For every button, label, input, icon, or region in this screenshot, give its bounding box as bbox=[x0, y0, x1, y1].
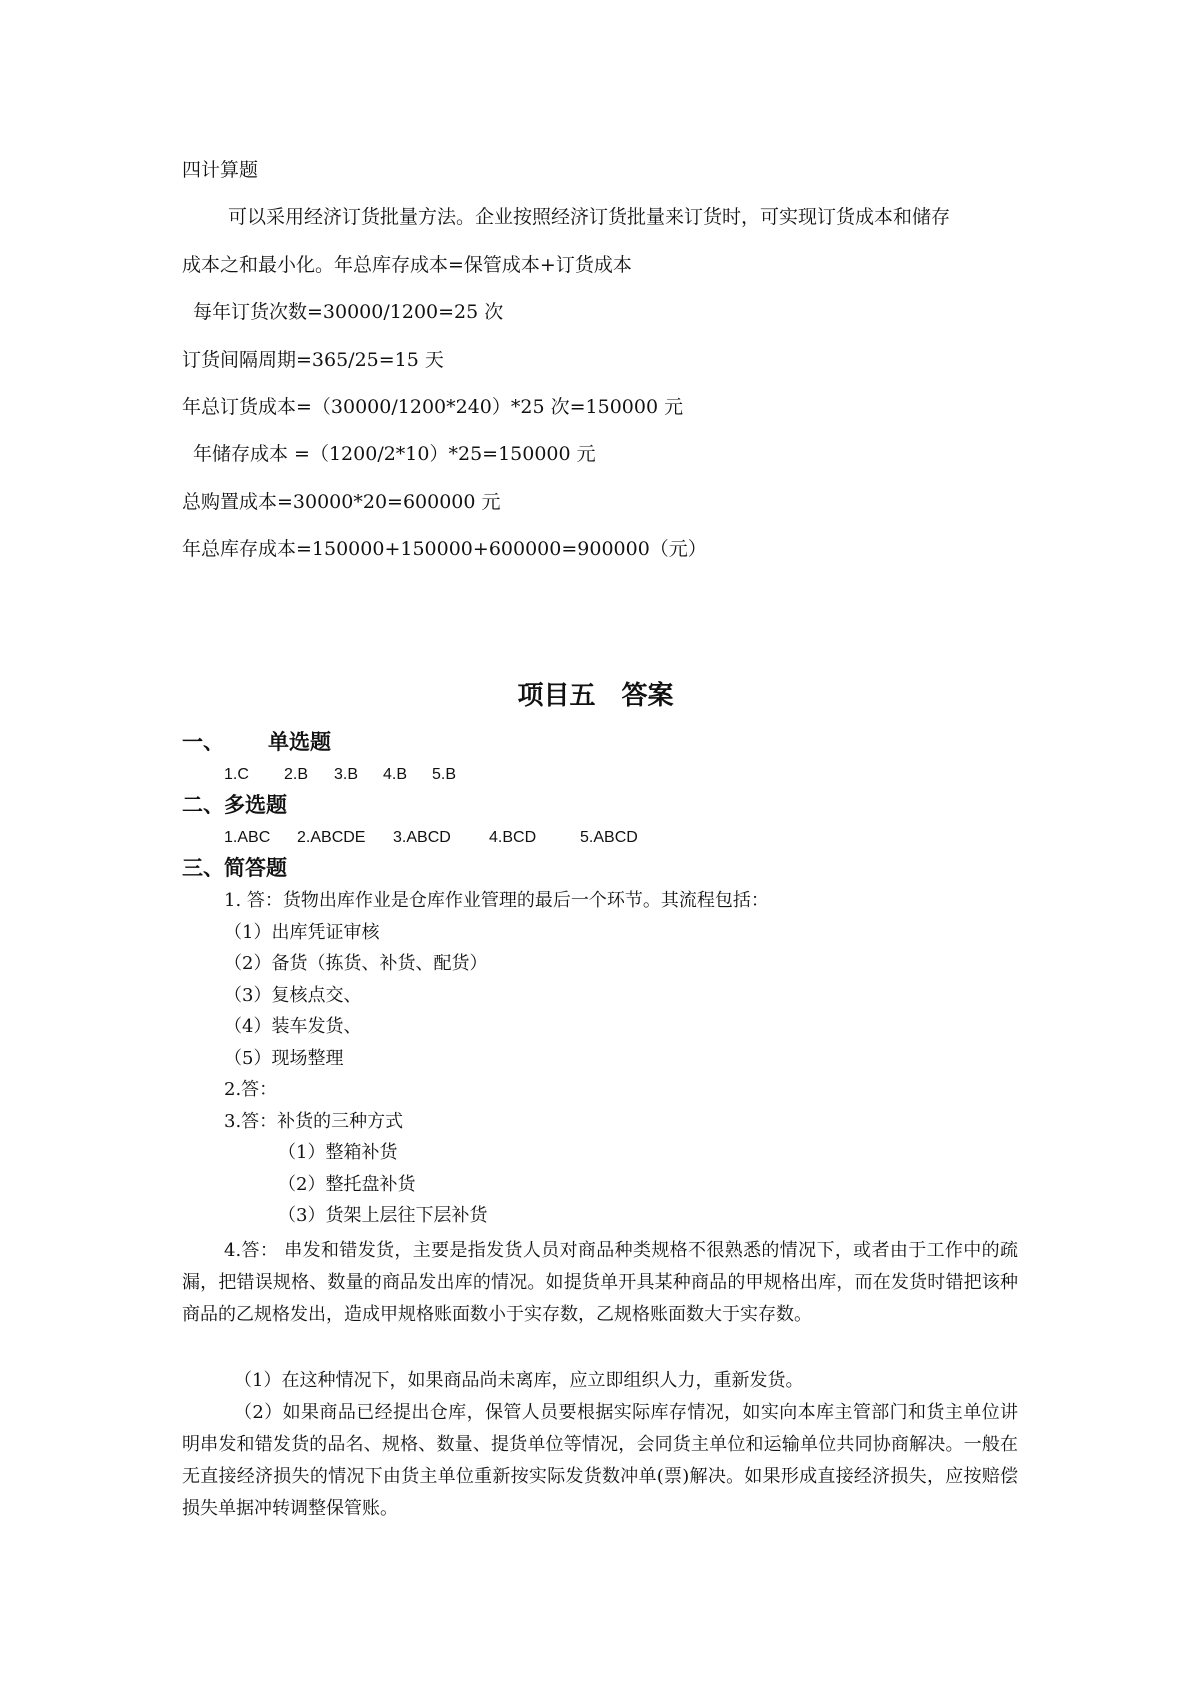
single-choice-number: 一、 bbox=[182, 730, 224, 754]
calc-paragraph-line1: 可以采用经济订货批量方法。企业按照经济订货批量来订货时，可实现订货成本和储存 bbox=[228, 206, 951, 228]
q1-item: （2）备货（拣货、补货、配货） bbox=[224, 953, 488, 974]
q1-item: （1）出库凭证审核 bbox=[224, 922, 380, 943]
calc-line-order-cost: 年总订货成本=（30000/1200*240）*25 次=150000 元 bbox=[182, 396, 684, 418]
multi-answer: 5.ABCD bbox=[580, 829, 638, 846]
calc-line-order-interval: 订货间隔周期=365/25=15 天 bbox=[182, 349, 444, 371]
calc-line-purchase-cost: 总购置成本=30000*20=600000 元 bbox=[182, 491, 501, 513]
calc-paragraph-line2: 成本之和最小化。年总库存成本=保管成本+订货成本 bbox=[182, 254, 632, 276]
short-q4-paragraph3: （2）如果商品已经提出仓库，保管人员要根据实际库存情况，如实向本库主管部门和货主单位讲明串发和错发货的品名、规格、数量、提货单位等情况，会同货主单位和运输单位共同协商解决。一般在无直接经济损失的情况下由货主单位重新按实际发货数冲单(票)解决。如果形成直接经济损失，应按赔偿损失单据冲转调整保管账。 bbox=[182, 1402, 1018, 1519]
single-choice-heading bbox=[182, 728, 331, 756]
q1-item: （3）复核点交、 bbox=[224, 985, 362, 1006]
single-answer: 1.C bbox=[224, 766, 249, 783]
q3-item: （3）货架上层往下层补货 bbox=[278, 1205, 488, 1226]
q3-item: （2）整托盘补货 bbox=[278, 1174, 416, 1195]
section-heading-calc: 四计算题 bbox=[182, 159, 259, 181]
multi-choice-heading: 二、多选题 bbox=[182, 793, 287, 817]
short-q3: 3.答：补货的三种方式 bbox=[224, 1111, 404, 1132]
single-answer: 2.B bbox=[284, 766, 309, 783]
q3-item: （1）整箱补货 bbox=[278, 1142, 398, 1163]
short-q1: 1. 答：货物出库作业是仓库作业管理的最后一个环节。其流程包括： bbox=[224, 890, 769, 911]
multi-answer: 3.ABCD bbox=[393, 829, 451, 846]
single-answer: 4.B bbox=[383, 766, 408, 783]
calc-line-order-count: 每年订货次数=30000/1200=25 次 bbox=[193, 301, 504, 323]
single-answer: 3.B bbox=[334, 766, 359, 783]
single-answer: 5.B bbox=[432, 766, 457, 783]
q1-item: （4）装车发货、 bbox=[224, 1016, 362, 1037]
multi-choice-answers bbox=[224, 827, 638, 849]
calc-line-storage-cost: 年储存成本 =（1200/2*10）*25=150000 元 bbox=[193, 443, 596, 465]
single-choice-answers bbox=[224, 764, 456, 786]
multi-answer: 4.BCD bbox=[489, 829, 537, 846]
single-choice-label: 单选题 bbox=[268, 730, 331, 754]
q1-item: （5）现场整理 bbox=[224, 1048, 344, 1069]
short-q4-paragraph1: 4.答： 串发和错发货，主要是指发货人员对商品种类规格不很熟悉的情况下，或者由于工作中的疏漏，把错误规格、数量的商品发出库的情况。如提货单开具某种商品的甲规格出库，而在发货时错把该种商品的乙规格发出，造成甲规格账面数小于实存数，乙规格账面数大于实存数。 bbox=[182, 1240, 1018, 1325]
multi-answer: 1.ABC bbox=[224, 829, 271, 846]
multi-answer: 2.ABCDE bbox=[297, 829, 366, 846]
project-title: 项目五 答案 bbox=[517, 681, 674, 711]
calc-line-total-cost: 年总库存成本=150000+150000+600000=900000（元） bbox=[182, 538, 707, 560]
short-q4-paragraph2: （1）在这种情况下，如果商品尚未离库，应立即组织人力，重新发货。 bbox=[234, 1370, 804, 1391]
short-answer-heading: 三、简答题 bbox=[182, 856, 287, 880]
short-q2: 2.答： bbox=[224, 1079, 278, 1100]
